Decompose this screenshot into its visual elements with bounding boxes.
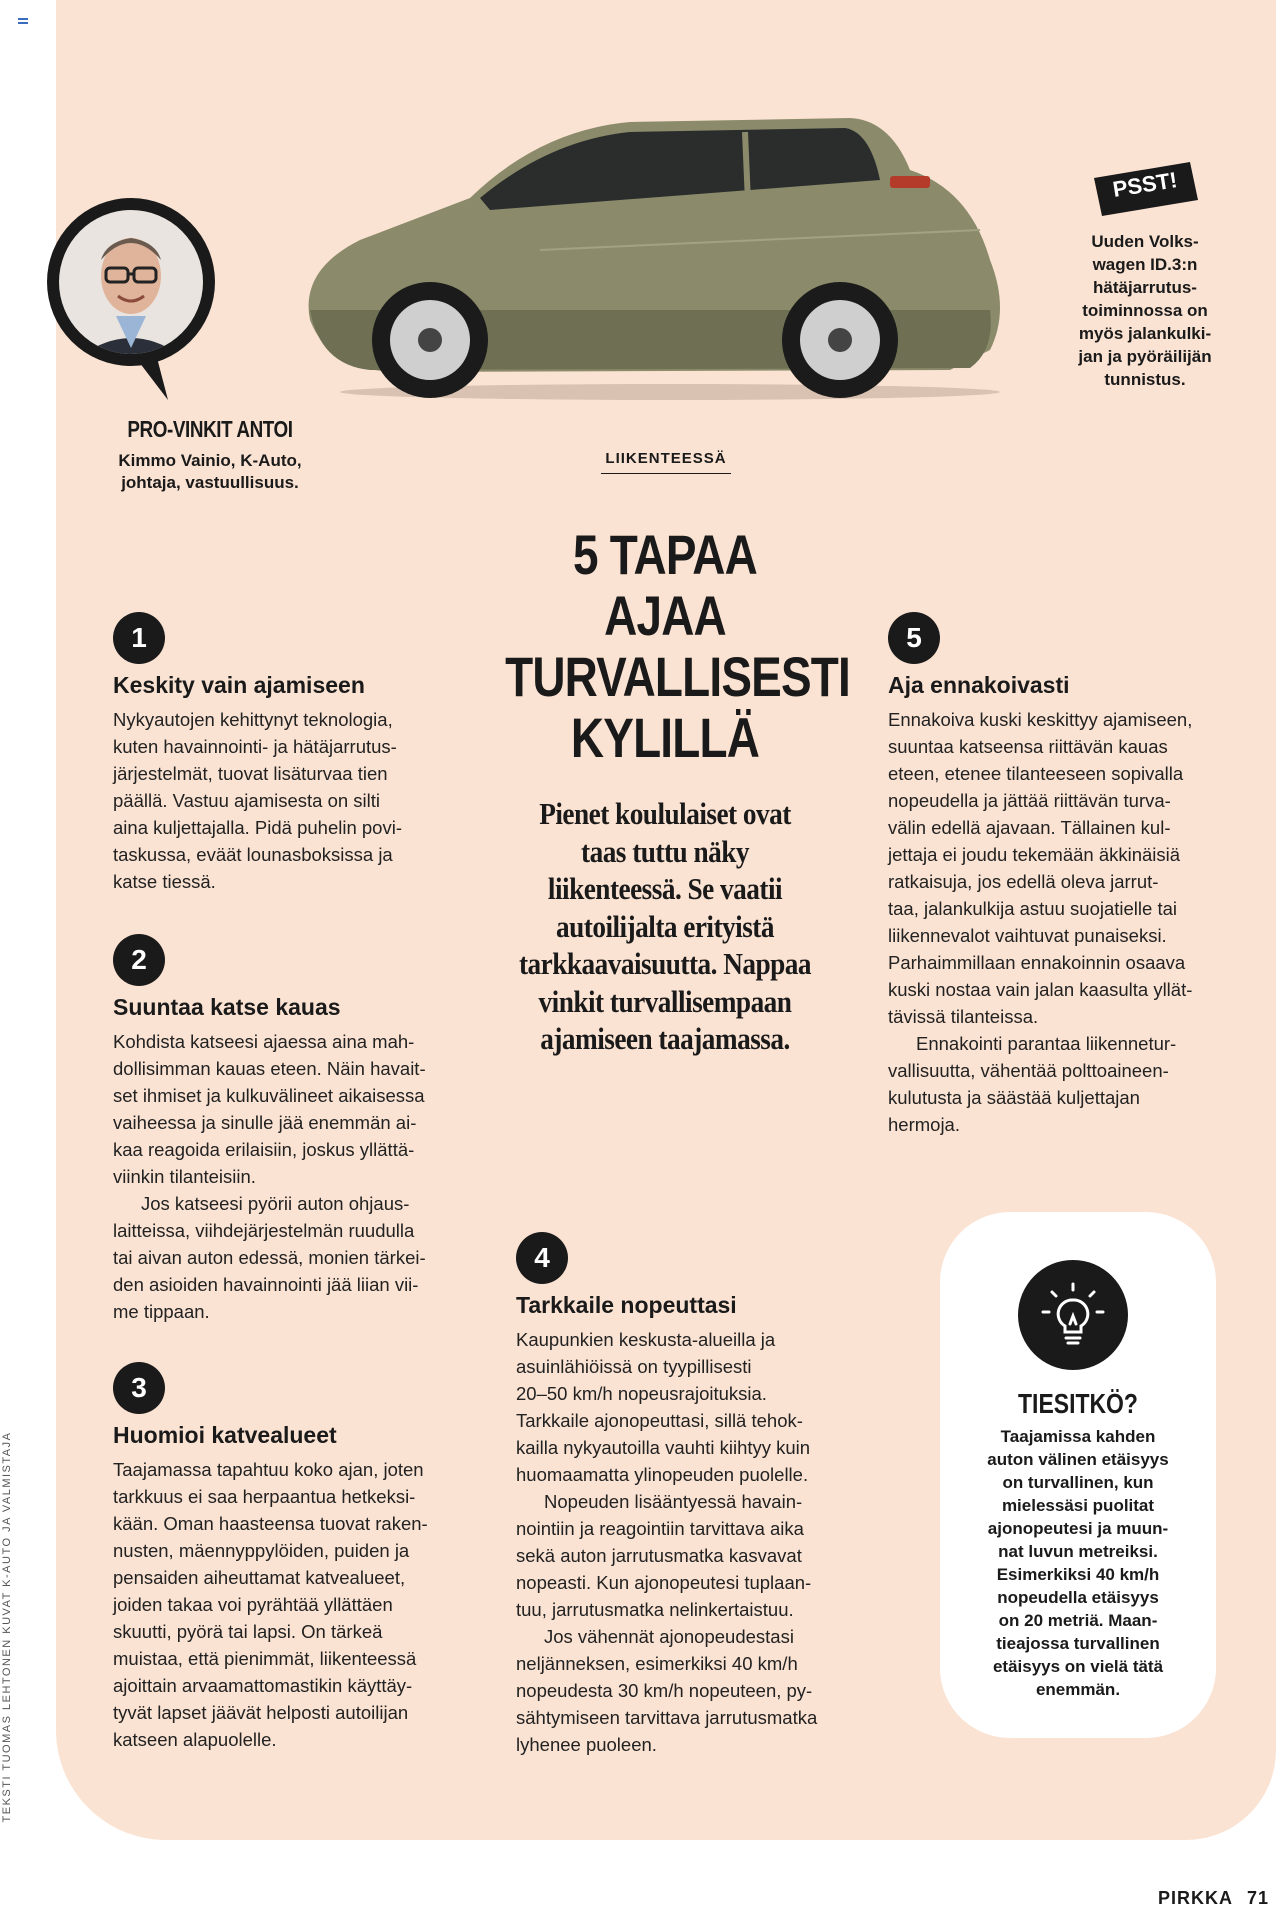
tip-body: Ennakoiva kuski keskittyy ajamiseen, suuntaa katseensa riittävän kauas eteen, etenee tilanteeseen sopivalla nopeudella ja jättää riittävän turva- välin edellä ajavaan. Tällainen kul- jettaja ei joudu tekemään äkkinäisiä ratkaisuja, jos edellä oleva jarrut- taa, jalankulkija astuu suojatielle tai liikennevalot vaihtuvat punaiseksi. Parhaimmillaan ennakoinnin osaava kuski nostaa vain jalan kaasulta yllät- tävissä tilanteissa. Ennakointi parantaa liikennetur- vallisuutta, vähentää polttoaineen- kulutusta ja säästää kuljettajan hermoja. [888, 709, 1193, 1135]
tip-body: Kaupunkien keskusta-alueilla ja asuinlähiöissä on tyypillisesti 20–50 km/h nopeusrajoituksia. Tarkkaile ajonopeuttasi, sillä tehok- kailla nykyautoilla vauhti kiihtyy kuin huomaamatta ylinopeuden puolelle. Nopeuden lisääntyessä havain- nointiin ja reagointiin tarvittava aika sekä auton jarrutusmatka kasvavat nopeasti. Kun ajonopeutesi tuplaan- tuu, jarrutusmatka nelinkertaistuu. Jos vähennät ajonopeudestasi neljänneksen, esimerkiksi 40 km/h nopeudesta 30 km/h nopeuteen, py- sähtymiseen tarvittava jarrutusmatka lyhenee puoleen. [516, 1329, 818, 1755]
tip-body: Kohdista katseesi ajaessa aina mah- dollisimman kauas eteen. Näin havait- set ihmiset ja kulkuvälineet aikaisessa vaiheessa ja sinulle jää enemmän ai- kaa reagoida erilaisiin, joskus yllättä- viinkin tilanteisiin. Jos katseesi pyörii auton ohjaus- laitteissa, viihdejärjestelmän ruudulla tai aivan auton edessä, monien tärkei- den asioiden havainnointi jää liian vii- me tippaan. [113, 1031, 426, 1322]
psst-text: Uuden Volks- wagen ID.3:n hätäjarrutus- toiminnossa on myös jalankulki- jan ja pyöräilijän tunnistus. [1078, 232, 1212, 389]
magazine-name: PIRKKA [1158, 1888, 1234, 1908]
fact-box [940, 1212, 1216, 1738]
tip-title: Keskity vain ajamiseen [113, 672, 365, 698]
tip-body: Nykyautojen kehittynyt teknologia, kuten havainnointi- ja hätäjarrutus- järjestelmät, tuovat lisäturvaa tien päällä. Vastuu ajamisesta on silti aina kuljettajalla. Pidä puhelin povi- taskussa, eväät lounasboksissa ja katse tiessä. [113, 709, 402, 892]
tip-number: 5 [888, 612, 940, 664]
lead-paragraph: Pienet koululaiset ovat taas tuttu näky liikenteessä. Se vaatii autoilijalta erityistä tarkkaavaisuutta. Nappaa vinkit turvallisempaan ajamiseen taajamassa. [518, 796, 812, 1056]
pro-title: PRO-VINKIT ANTOI [127, 416, 293, 442]
photo-credit: TEKSTI TUOMAS LEHTONEN KUVAT K-AUTO JA VALMISTAJA [1, 1431, 13, 1823]
pro-description: Kimmo Vainio, K-Auto, johtaja, vastuullisuus. [118, 451, 302, 492]
page-footer [1158, 1888, 1269, 1909]
tip-title: Tarkkaile nopeuttasi [516, 1292, 737, 1318]
tip-title: Aja ennakoivasti [888, 672, 1070, 698]
tip-number: 2 [113, 934, 165, 986]
page-number: 71 [1247, 1888, 1270, 1908]
menu-icon[interactable] [18, 18, 28, 26]
fact-title: TIESITKÖ? [1018, 1388, 1138, 1419]
fact-text: Taajamissa kahden auton välinen etäisyys on turvallinen, kun mielessäsi puolitat ajonopeutesi ja muun- nat luvun metreiksi. Esimerkiksi 40 km/h nopeudella etäisyys on 20 metriä. Maan- tieajossa turvallinen etäisyys on vielä tätä enemmän. [987, 1427, 1169, 1699]
tip-number: 3 [113, 1362, 165, 1414]
lightbulb-icon [1018, 1260, 1128, 1370]
headline: 5 TAPAA AJAA TURVALLISESTI KYLILLÄ [505, 523, 850, 769]
speech-bubble-icon [46, 198, 216, 408]
tip-number: 4 [516, 1232, 568, 1284]
tip-title: Suuntaa katse kauas [113, 994, 341, 1020]
psst-label: PSST! [1110, 167, 1179, 202]
section-label: LIIKENTEESSÄ [586, 450, 746, 474]
psst-badge [1090, 158, 1200, 218]
expert-avatar [46, 198, 216, 408]
tip-body: Taajamassa tapahtuu koko ajan, joten tarkkuus ei saa herpaantua hetkeksi- kään. Oman haasteensa tuovat raken- nusten, mäennyppylöiden, puiden ja pensaiden aiheuttamat katvealueet, joiden takaa voi pyrähtää yllättäen skuutti, pyörä tai lapsi. On tärkeä muistaa, että pienimmät, liikenteessä ajoittain arvaamattomastikin käyttäy- tyvät lapset jäävät helposti autoilijan katseen alapuolelle. [113, 1459, 428, 1750]
tip-number: 1 [113, 612, 165, 664]
car-image [290, 110, 1040, 400]
tip-title: Huomioi katvealueet [113, 1422, 337, 1448]
